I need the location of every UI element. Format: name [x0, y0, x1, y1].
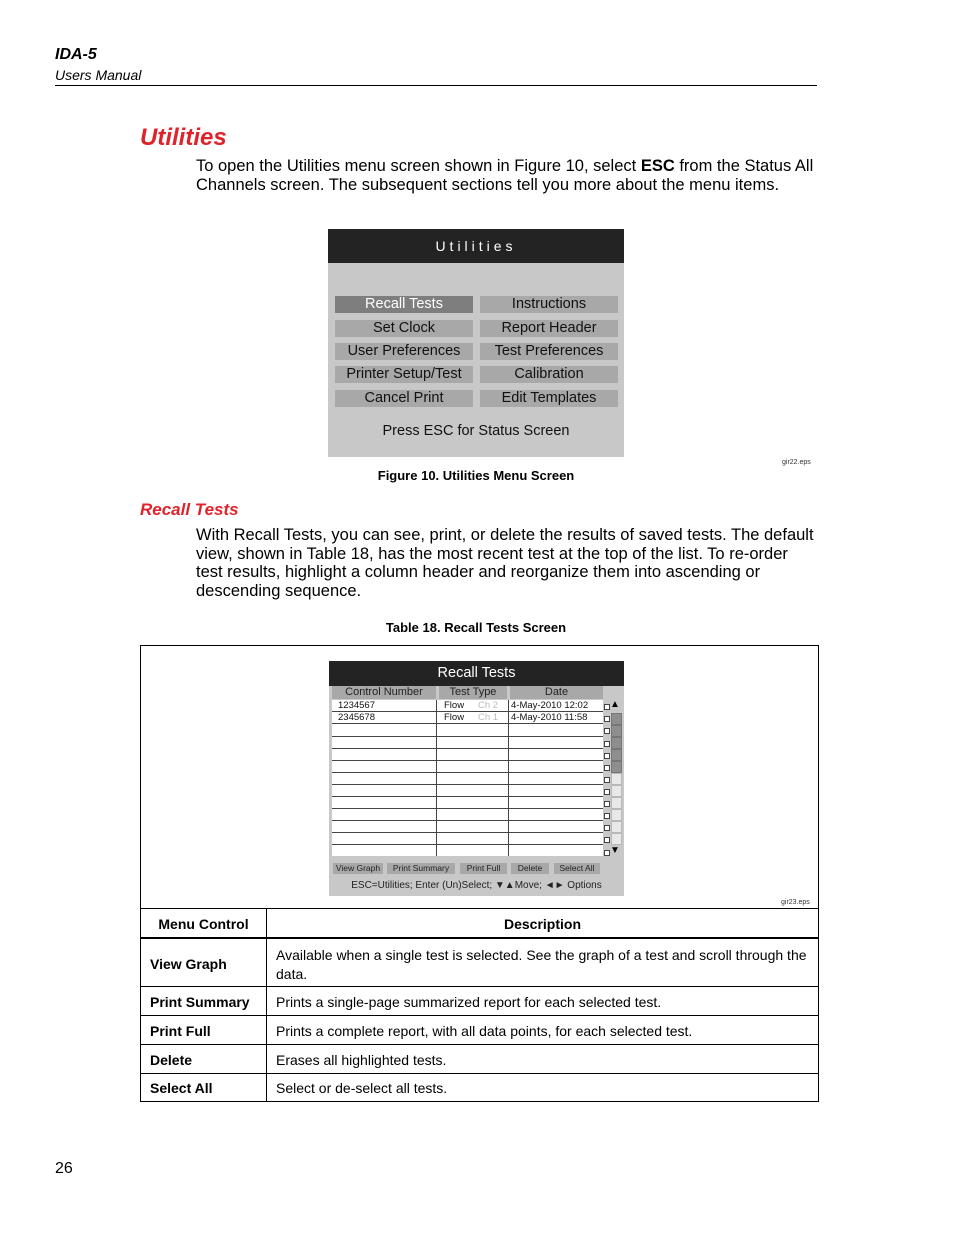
row-description: Available when a single test is selected. See the graph of a test and scroll through the data. — [276, 947, 807, 982]
scrollbar-segment[interactable] — [611, 773, 622, 785]
section-title: Utilities — [140, 124, 227, 151]
header-rule — [55, 85, 817, 86]
scrollbar-segment[interactable] — [611, 725, 622, 737]
scrollbar-segment[interactable] — [611, 833, 622, 845]
figure-caption: Figure 10. Utilities Menu Screen — [377, 468, 575, 483]
manual-title: IDA-5 — [55, 46, 97, 63]
list-row-line — [332, 772, 603, 773]
table-rule — [141, 986, 818, 987]
row-checkbox[interactable] — [604, 716, 610, 722]
list-row-line — [332, 760, 603, 761]
row-description: Prints a single-page summarized report for each selected test. — [276, 994, 662, 1010]
user-preferences-button[interactable]: User Preferences — [335, 343, 473, 360]
record-test-type[interactable]: Flow — [444, 700, 465, 711]
table-caption: Table 18. Recall Tests Screen — [385, 620, 567, 635]
utilities-screen-title: Utilities — [328, 229, 624, 263]
row-control: Print Summary — [150, 994, 250, 1010]
scrollbar-segment[interactable] — [611, 761, 622, 773]
page-number: 26 — [55, 1160, 73, 1177]
row-checkbox[interactable] — [604, 741, 610, 747]
list-row-line — [332, 748, 603, 749]
delete-button[interactable]: Delete — [511, 863, 549, 874]
view-graph-button[interactable]: View Graph — [333, 863, 383, 874]
row-checkbox[interactable] — [604, 777, 610, 783]
record-channel: Ch 2 — [478, 700, 499, 711]
row-control: View Graph — [150, 956, 227, 972]
scrollbar-segment[interactable] — [611, 809, 622, 821]
row-control: Delete — [150, 1052, 193, 1068]
table-column-divider — [266, 908, 267, 1101]
calibration-button[interactable]: Calibration — [480, 366, 618, 383]
scrollbar-segment[interactable] — [611, 713, 622, 725]
row-checkbox[interactable] — [604, 728, 610, 734]
column-header-date[interactable]: Date — [510, 686, 603, 699]
list-row-line — [332, 808, 603, 809]
table-header-rule — [141, 937, 818, 939]
record-control-number[interactable]: 1234567 — [338, 700, 375, 711]
column-header-test-type[interactable]: Test Type — [439, 686, 507, 699]
scrollbar-segment[interactable] — [611, 737, 622, 749]
select-all-button[interactable]: Select All — [554, 863, 600, 874]
row-checkbox[interactable] — [604, 753, 610, 759]
row-checkbox[interactable] — [604, 813, 610, 819]
instructions-button[interactable]: Instructions — [480, 296, 618, 313]
row-checkbox[interactable] — [604, 789, 610, 795]
recall-screen-title: Recall Tests — [329, 661, 624, 686]
row-control: Print Full — [150, 1023, 211, 1039]
record-date[interactable]: 4-May-2010 11:58 — [511, 712, 588, 723]
recall-tests-screen — [329, 661, 624, 896]
table-rule — [141, 1073, 818, 1074]
table-rule — [141, 1015, 818, 1016]
table-rule — [141, 908, 818, 909]
section-intro — [196, 157, 816, 194]
manual-subtitle: Users Manual — [55, 67, 142, 83]
print-summary-button[interactable]: Print Summary — [387, 863, 455, 874]
set-clock-button[interactable]: Set Clock — [335, 320, 473, 337]
intro-text-before: To open the Utilities menu screen shown in Figure 10, select — [196, 157, 641, 175]
table-rule — [141, 1044, 818, 1045]
printer-setup-button[interactable]: Printer Setup/Test — [335, 366, 473, 383]
list-row-line — [332, 844, 603, 845]
scroll-down-arrow-icon[interactable]: ▼ — [610, 845, 620, 856]
edit-templates-button[interactable]: Edit Templates — [480, 390, 618, 407]
record-channel: Ch 1 — [478, 712, 499, 723]
header-menu-control: Menu Control — [158, 916, 249, 932]
test-preferences-button[interactable]: Test Preferences — [480, 343, 618, 360]
list-row-line — [332, 820, 603, 821]
recall-tests-button[interactable]: Recall Tests — [335, 296, 473, 313]
list-row-line — [332, 832, 603, 833]
record-date[interactable]: 4-May-2010 12:02 — [511, 700, 589, 711]
row-control: Select All — [150, 1080, 213, 1096]
scrollbar-segment[interactable] — [611, 749, 622, 761]
row-checkbox[interactable] — [604, 825, 610, 831]
record-test-type[interactable]: Flow — [444, 712, 465, 723]
list-row-line — [332, 784, 603, 785]
recall-screen-footer: ESC=Utilities; Enter (Un)Select; ▼▲Move; ◄► Options — [351, 880, 602, 891]
intro-text-after: from the Status All Channels screen. The subsequent sections tell you more about the menu items. — [196, 157, 814, 194]
subsection-title: Recall Tests — [140, 500, 239, 519]
row-description: Prints a complete report, with all data points, for each selected test. — [276, 1023, 693, 1039]
row-checkbox[interactable] — [604, 801, 610, 807]
row-description: Erases all highlighted tests. — [276, 1052, 447, 1068]
scrollbar-segment[interactable] — [611, 785, 622, 797]
list-row-line — [332, 796, 603, 797]
table-file-tag: gir23.eps — [781, 899, 810, 906]
scroll-up-arrow-icon[interactable]: ▲ — [610, 699, 620, 710]
list-row-line — [332, 723, 603, 724]
subsection-body: With Recall Tests, you can see, print, or delete the results of saved tests. The default view, shown in Table 18, has the most recent test at the top of the list. To re-order test results, highlight a column header and reorganize them into ascending or descending sequence. — [196, 526, 814, 601]
row-checkbox[interactable] — [604, 837, 610, 843]
utilities-menu-screen — [328, 229, 624, 457]
row-checkbox[interactable] — [604, 765, 610, 771]
record-control-number[interactable]: 2345678 — [338, 712, 375, 723]
cancel-print-button[interactable]: Cancel Print — [335, 390, 473, 407]
intro-esc-key: ESC — [640, 157, 675, 175]
recall-list — [332, 700, 603, 856]
list-row-line — [332, 736, 603, 737]
report-header-button[interactable]: Report Header — [480, 320, 618, 337]
header-description: Description — [503, 916, 581, 932]
print-full-button[interactable]: Print Full — [460, 863, 507, 874]
scrollbar-segment[interactable] — [611, 797, 622, 809]
utilities-screen-footer: Press ESC for Status Screen — [382, 423, 570, 439]
scrollbar-segment[interactable] — [611, 821, 622, 833]
figure-file-tag: gir22.eps — [782, 459, 811, 466]
column-header-control-number[interactable]: Control Number — [332, 686, 436, 699]
row-description: Select or de-select all tests. — [276, 1080, 448, 1096]
